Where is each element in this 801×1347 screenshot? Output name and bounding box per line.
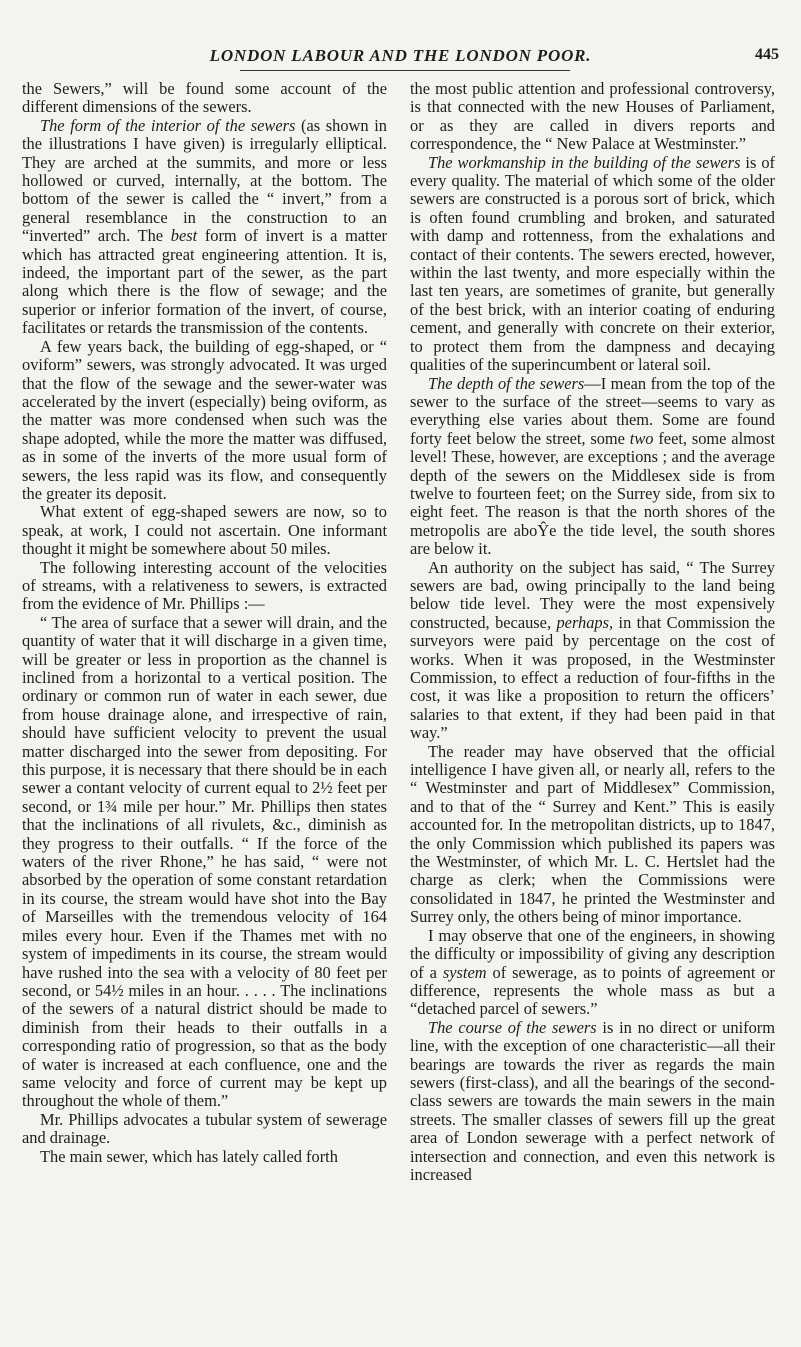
text-run: the most public attention and professional controversy, is that connected with the new Houses of Parliament, or as they are called in divers reports and correspondence, the “ New Palace at Westminster.”	[410, 79, 775, 154]
italic-run: best	[170, 226, 198, 246]
italic-run: two	[629, 428, 654, 448]
right-column-paragraph	[410, 1019, 775, 1185]
text-run: The main sewer, which has lately called forth	[40, 1146, 338, 1166]
italic-run: The workmanship in the building of the sewers	[428, 152, 741, 172]
text-run: An authority on the subject has said, “ The Surrey sewers are bad, owing principally to the land being below tide level. They were the most expensively constructed, because,	[410, 557, 775, 632]
left-column-paragraph	[22, 503, 387, 558]
text-run: form of invert is a matter which has attracted great engineering attention. It is, indeed, the important part of the sewer, as the part along which there is the flow of sewage; and the superior or inferior formation of the invert, of course, facilitates or retards the transmission of the contents.	[22, 226, 387, 338]
running-header-title: LONDON LABOUR AND THE LONDON POOR.	[209, 46, 592, 65]
left-column-paragraph	[22, 117, 387, 338]
left-text-column	[22, 80, 387, 1166]
left-column-paragraph	[22, 614, 387, 1111]
text-run: is in no direct or uniform line, with the exception of one characteristic—all their bearings are towards the river as regards the main sewers (first-class), and all the bearings of the second-class sewers are towards the main sewers in the main streets. The smaller classes of sewers fill up the great area of London sewerage with a perfect network of intersection and connection, and even this network is increased	[410, 1017, 775, 1184]
italic-run: The depth of the sewers	[428, 373, 585, 393]
right-column-paragraph	[410, 559, 775, 743]
text-run: I may observe that one of the engineers, in showing the difficulty or impossibility of giving any description of a	[410, 925, 775, 982]
text-run: The reader may have observed that the official intelligence I have given all, or nearly all, refers to the “ Westminster and part of Middlesex” Commission, and to that of the “ Surrey and Kent.” This is easily accounted for. In the metropolitan districts, up to 1847, the only Commission which published its papers was the Westminster, of which Mr. L. C. Hertslet had the charge as clerk; when the Commissions were consolidated in 1847, he printed the Westminster and Surrey only, the others being of minor importance.	[410, 741, 775, 927]
text-run: in that Commission the surveyors were paid by percentage on the cost of works. When it was proposed, in the Westminster Commission, to effect a reduction of four-fifths in the cost, it was like a proposition to return the officers’ salaries to that extent, if they had been paid in that way.”	[410, 612, 776, 743]
italic-run: The form of the interior of the sewers	[40, 115, 296, 135]
text-run: “ The area of surface that a sewer will drain, and the quantity of water that it will discharge in a given time, will be greater or less in proportion as the channel is inclined from a horizontal to a vertical position. The ordinary or common run of water in each sewer, due from house drainage alone, and irrespective of rain, should have sufficient velocity to prevent the usual matter discharged into the sewer from depositing. For this purpose, it is necessary that there should be in each sewer a contant velocity of current equal to 2½ feet per second, or 1¾ mile per hour.” Mr. Phillips then states that the inclinations of all rivulets, &c., diminish as they progress to their outfalls. “ If the force of the waters of the river Rhone,” he has said, “ were not absorbed by the operation of some constant retardation in its course, the stream would have shot into the Bay of Marseilles with the tremendous velocity of 164 miles every hour. Even if the Thames met with no system of impediments in its course, the stream would have rushed into the sea with a velocity of 80 feet per second, or 54½ miles in an hour. . . . . The inclinations of the sewers of a natural district should be made to diminish from their heads to their outfalls in a corresponding ratio of progression, so that as the body of water is increased at each confluence, one and the same velocity and force of current may be kept up throughout the whole of them.”	[22, 612, 387, 1111]
text-run: of sewerage, as to points of agreement or difference, represents the whole mass as but a “detached parcel of sewers.”	[410, 962, 775, 1019]
left-column-paragraph	[22, 80, 387, 117]
right-column-paragraph	[410, 927, 775, 1019]
text-run: The following interesting account of the velocities of streams, with a relativeness to sewers, is extracted from the evidence of Mr. Phillips :—	[22, 557, 387, 614]
left-column-paragraph	[22, 1111, 387, 1148]
text-run: A few years back, the building of egg-shaped, or “ oviform” sewers, was strongly advocated. It was urged that the flow of the sewage and the sewer-water was accelerated by the invert (especially) being oviform, as the matter was more condensed when such was the shape adopted, while the more the matter was diffused, as in some of the inverts of the more usual form of sewers, the less rapid was its flow, and consequently the greater its deposit.	[22, 336, 387, 503]
text-run: feet, some almost level! These, however, are exceptions ; and the average depth of the sewers on the Middlesex side is from twelve to fourteen feet; on the Surrey side, from six to eight feet. The reason is that the north shores of the metropolis are aboŶe the tide level, the south shores are below it.	[410, 428, 775, 559]
right-column-paragraph	[410, 80, 775, 154]
text-run: Mr. Phillips advocates a tubular system of sewerage and drainage.	[22, 1109, 387, 1148]
text-run: What extent of egg-shaped sewers are now, so to speak, at work, I could not ascertain. One informant thought it might be somewhere about 50 miles.	[22, 502, 387, 559]
right-column-paragraph	[410, 154, 775, 375]
italic-run: The course of the sewers	[428, 1017, 597, 1037]
right-text-column	[410, 80, 775, 1184]
left-column-paragraph	[22, 1148, 387, 1166]
italic-run: system	[442, 962, 487, 982]
header-rule	[240, 70, 570, 71]
right-column-paragraph	[410, 743, 775, 927]
right-column-paragraph	[410, 375, 775, 559]
italic-run: perhaps,	[556, 612, 614, 632]
left-column-paragraph	[22, 559, 387, 614]
text-run: —I mean from the top of the sewer to the surface of the street—seems to vary as everything else varies about them. Some are found forty feet below the street, some	[410, 373, 775, 448]
left-column-paragraph	[22, 338, 387, 504]
text-run: (as shown in the illustrations I have given) is irregularly elliptical. They are arched at the summits, and more or less hollowed or curved, internally, at the bottom. The bottom of the sewer is called the “ invert,” from a general resemblance in the construction to an “inverted” arch. The	[22, 115, 387, 246]
text-run: the Sewers,” will be found some account of the different dimensions of the sewers.	[22, 79, 387, 117]
page-number: 445	[755, 46, 779, 63]
text-run: is of every quality. The material of which some of the older sewers are constructed is a porous sort of brick, which is often found crumbling and broken, and saturated with damp and rottenness, from the exhalations and contact of their contents. The sewers erected, however, within the last twenty, and more especially within the last ten years, are sometimes of granite, but generally of the best brick, with an interior coating of enduring cement, and generally with concrete on their exterior, to protect them from the dampness and decaying qualities of the superincumbent or lateral soil.	[410, 152, 775, 375]
